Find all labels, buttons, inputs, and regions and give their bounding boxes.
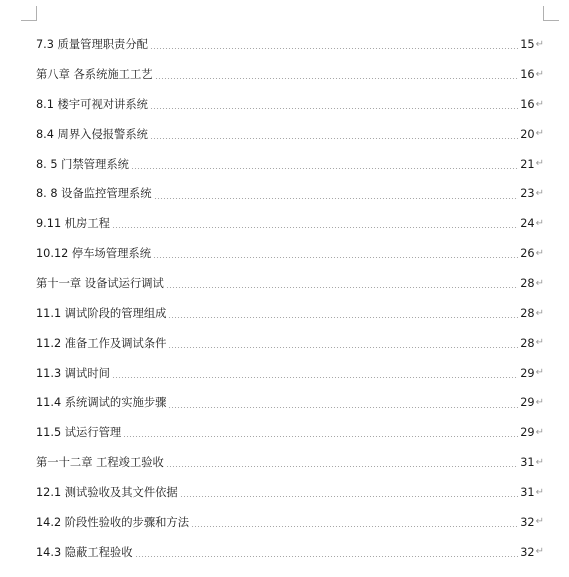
toc-entry[interactable] [36, 448, 544, 478]
toc-entry[interactable] [36, 299, 544, 329]
toc-entry[interactable] [36, 358, 544, 388]
toc-leader-dots [131, 168, 518, 169]
toc-entry-title: 9.11 机房工程 [36, 217, 110, 231]
toc-leader-dots [168, 407, 518, 408]
toc-entry[interactable] [36, 209, 544, 239]
toc-entry[interactable] [36, 120, 544, 150]
paragraph-mark-icon: ↵ [535, 98, 544, 110]
paragraph-mark-icon: ↵ [535, 307, 544, 319]
toc-entry-title: 12.1 测试验收及其文件依据 [36, 485, 178, 499]
paragraph-mark-icon: ↵ [535, 367, 544, 379]
toc-entry-page-number: 16 [520, 97, 535, 111]
paragraph-mark-icon: ↵ [535, 397, 544, 409]
toc-entry[interactable] [36, 149, 544, 179]
paragraph-mark-icon: ↵ [535, 128, 544, 140]
toc-leader-dots [180, 496, 519, 497]
toc-entry-page-number: 26 [520, 247, 535, 261]
toc-entry[interactable] [36, 418, 544, 448]
toc-entry-page-number: 28 [520, 306, 535, 320]
toc-entry-page-number: 29 [520, 426, 535, 440]
toc-entry[interactable] [36, 30, 544, 60]
paragraph-mark-icon: ↵ [535, 68, 544, 80]
toc-entry[interactable] [36, 179, 544, 209]
toc-entry-title: 第一十二章 工程竣工验收 [36, 456, 164, 470]
toc-entry-title: 11.3 调试时间 [36, 366, 110, 380]
paragraph-mark-icon: ↵ [535, 546, 544, 558]
toc-entry-page-number: 23 [520, 187, 535, 201]
paragraph-mark-icon: ↵ [535, 426, 544, 438]
toc-entry-title: 第十一章 设备试运行调试 [36, 277, 164, 291]
paragraph-mark-icon: ↵ [535, 486, 544, 498]
toc-leader-dots [191, 526, 518, 527]
paragraph-mark-icon: ↵ [535, 247, 544, 259]
toc-entry-title: 11.2 准备工作及调试条件 [36, 336, 167, 350]
toc-entry-page-number: 29 [520, 396, 535, 410]
toc-leader-dots [150, 138, 518, 139]
toc-entry-title: 8. 5 门禁管理系统 [36, 157, 129, 171]
toc-leader-dots [150, 48, 518, 49]
toc-entry-page-number: 15 [520, 38, 535, 52]
toc-entry[interactable] [36, 269, 544, 299]
toc-leader-dots [150, 108, 518, 109]
toc-entry[interactable] [36, 388, 544, 418]
toc-entry-title: 8.1 楼宇可视对讲系统 [36, 97, 148, 111]
paragraph-mark-icon: ↵ [535, 188, 544, 200]
toc-entry-page-number: 31 [520, 456, 535, 470]
toc-entry-title: 7.3 质量管理职责分配 [36, 38, 148, 52]
toc-entry-page-number: 21 [520, 157, 535, 171]
toc-entry[interactable] [36, 478, 544, 508]
toc-entry-title: 8.4 周界入侵报警系统 [36, 127, 148, 141]
paragraph-mark-icon: ↵ [535, 277, 544, 289]
toc-leader-dots [123, 436, 518, 437]
margin-corner-top-left [36, 6, 37, 20]
toc-entry-page-number: 28 [520, 277, 535, 291]
paragraph-mark-icon: ↵ [535, 337, 544, 349]
toc-entry-page-number: 24 [520, 217, 535, 231]
toc-entry-title: 8. 8 设备监控管理系统 [36, 187, 152, 201]
toc-entry[interactable] [36, 90, 544, 120]
toc-entry[interactable] [36, 537, 544, 567]
margin-corner-top-right-h [543, 20, 559, 21]
margin-corner-top-left-h [21, 20, 37, 21]
toc-entry-title: 14.3 隐蔽工程验收 [36, 545, 133, 559]
toc-entry-page-number: 32 [520, 515, 535, 529]
toc-leader-dots [112, 377, 518, 378]
toc-entry-title: 11.1 调试阶段的管理组成 [36, 306, 167, 320]
paragraph-mark-icon: ↵ [535, 158, 544, 170]
toc-entry[interactable] [36, 328, 544, 358]
paragraph-mark-icon: ↵ [535, 217, 544, 229]
paragraph-mark-icon: ↵ [535, 38, 544, 50]
toc-leader-dots [168, 347, 518, 348]
toc-leader-dots [155, 78, 519, 79]
toc-leader-dots [135, 556, 519, 557]
toc-entry-page-number: 16 [520, 68, 535, 82]
toc-entry-page-number: 32 [520, 545, 535, 559]
toc-entry-page-number: 31 [520, 485, 535, 499]
toc-entry-title: 11.5 试运行管理 [36, 426, 122, 440]
toc-entry-title: 第八章 各系统施工工艺 [36, 68, 153, 82]
toc-leader-dots [153, 257, 518, 258]
toc-entry-page-number: 29 [520, 366, 535, 380]
toc-entry[interactable] [36, 508, 544, 538]
table-of-contents [36, 30, 544, 567]
toc-entry[interactable] [36, 60, 544, 90]
toc-leader-dots [166, 287, 518, 288]
toc-entry-title: 10.12 停车场管理系统 [36, 247, 152, 261]
toc-leader-dots [166, 466, 518, 467]
margin-corner-top-right [543, 6, 544, 20]
paragraph-mark-icon: ↵ [535, 516, 544, 528]
toc-entry-title: 11.4 系统调试的实施步骤 [36, 396, 167, 410]
toc-entry-page-number: 20 [520, 127, 535, 141]
toc-leader-dots [154, 198, 519, 199]
paragraph-mark-icon: ↵ [535, 456, 544, 468]
toc-entry-page-number: 28 [520, 336, 535, 350]
toc-entry[interactable] [36, 239, 544, 269]
toc-leader-dots [168, 317, 518, 318]
toc-leader-dots [112, 227, 518, 228]
toc-entry-title: 14.2 阶段性验收的步骤和方法 [36, 515, 190, 529]
